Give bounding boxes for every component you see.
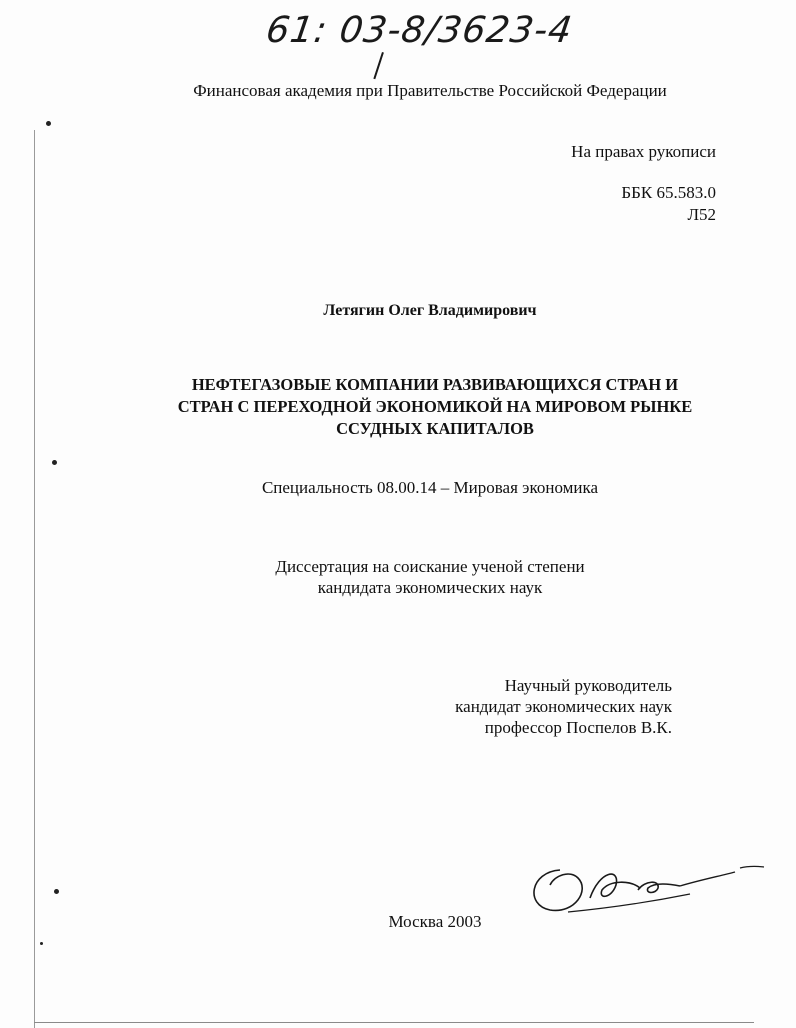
scan-bottom-edge	[34, 1022, 754, 1023]
city-year: Москва 2003	[388, 912, 482, 931]
supervisor-degree: кандидат экономических наук	[455, 697, 672, 716]
dissertation-title	[150, 374, 720, 440]
author-name: Летягин Олег Владимирович	[323, 302, 537, 319]
dissertation-line: кандидата экономических наук	[317, 578, 543, 597]
dissertation-line: Диссертация на соискание ученой степени	[275, 557, 585, 576]
bbk-code: ББК 65.583.0	[621, 183, 716, 202]
handwritten-archive-number: 61: 03-8/3623-4	[263, 10, 576, 51]
specialty: Специальность 08.00.14 – Мировая экономика	[261, 478, 599, 497]
scan-speck	[46, 121, 51, 126]
scan-speck	[40, 942, 43, 945]
institution-name: Финансовая академия при Правительстве Российской Федерации	[193, 81, 667, 100]
manuscript-rights: На правах рукописи	[571, 142, 716, 161]
title-line: ССУДНЫХ КАПИТАЛОВ	[336, 419, 534, 438]
supervisor-name: профессор Поспелов В.К.	[484, 718, 672, 737]
scan-speck	[52, 460, 57, 465]
supervisor-block	[455, 675, 672, 738]
handwritten-signature	[520, 850, 770, 920]
title-line: НЕФТЕГАЗОВЫЕ КОМПАНИИ РАЗВИВАЮЩИХСЯ СТРАН И	[191, 375, 679, 394]
supervisor-role: Научный руководитель	[504, 676, 672, 695]
dissertation-degree	[0, 556, 796, 598]
title-line: СТРАН С ПЕРЕХОДНОЙ ЭКОНОМИКОЙ НА МИРОВОМ РЫНКЕ	[177, 397, 693, 416]
scan-speck	[54, 889, 59, 894]
bbk-index: Л52	[687, 205, 716, 224]
